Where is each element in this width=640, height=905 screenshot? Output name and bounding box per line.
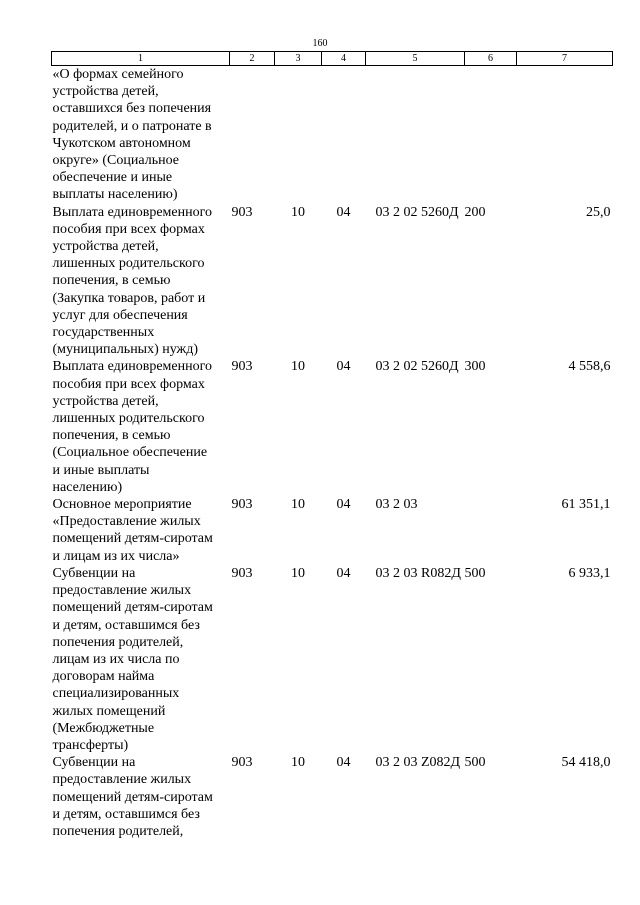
item-name-cell (52, 66, 230, 204)
target-article-cell (366, 66, 465, 204)
target-article-cell: 03 2 03 Z082Д (375, 755, 461, 771)
section-code-cell: 10 (291, 565, 305, 581)
item-name-cell (52, 754, 230, 840)
admin-code-cell: 903 (231, 755, 253, 771)
item-name-line: жилых помещений (52, 703, 166, 719)
item-name-line: государственных (52, 325, 155, 341)
target-article-cell: 03 2 02 5260Д (375, 204, 459, 220)
column-header-1: 1 (52, 52, 230, 66)
item-name-line: устройства детей, (52, 239, 159, 255)
page-number: 160 (312, 38, 328, 49)
item-name-line: предоставление жилых (52, 772, 192, 788)
item-name-line: Субвенции на (52, 565, 136, 581)
budget-table (51, 51, 613, 840)
table-row (52, 358, 613, 496)
column-header-3: 3 (275, 52, 322, 66)
item-name-cell (52, 358, 230, 496)
expense-type-cell: 500 (464, 565, 486, 581)
amount-cell: 54 418,0 (561, 755, 611, 771)
item-name-line: трансферты) (52, 737, 129, 753)
expense-type-cell: 200 (464, 204, 486, 220)
item-name-line: и лицам из их числа» (52, 548, 180, 564)
subsection-code-cell (322, 66, 366, 204)
item-name-line: оставшихся без попечения (52, 101, 212, 117)
item-name-line: Субвенции на (52, 755, 136, 771)
table-row (52, 66, 613, 204)
item-name-line: Выплата единовременного (52, 204, 212, 220)
table-row (52, 496, 613, 565)
item-name-line: округе» (Социальное (52, 153, 179, 169)
item-name-line: Выплата единовременного (52, 359, 212, 375)
subsection-code-cell: 04 (336, 755, 351, 771)
item-name-cell (52, 204, 230, 359)
amount-cell: 61 351,1 (561, 497, 611, 513)
item-name-line: предоставление жилых (52, 583, 192, 599)
column-header-2: 2 (230, 52, 275, 66)
item-name-line: Чукотском автономном (52, 135, 191, 151)
section-code-cell: 10 (291, 755, 305, 771)
expense-type-cell (465, 66, 517, 204)
item-name-line: населению) (52, 479, 123, 495)
item-name-line: Основное мероприятие (52, 497, 192, 513)
target-article-cell: 03 2 03 (375, 497, 418, 513)
item-name-line: и иные выплаты (52, 462, 150, 478)
item-name-line: лишенных родительского (52, 256, 205, 272)
item-name-line: договорам найма (52, 669, 155, 685)
column-header-4: 4 (322, 52, 366, 66)
admin-code-cell: 903 (231, 565, 253, 581)
section-code-cell: 10 (291, 497, 305, 513)
item-name-line: пособия при всех формах (52, 221, 205, 237)
item-name-line: лишенных родительского (52, 411, 205, 427)
target-article-cell: 03 2 02 5260Д (375, 359, 459, 375)
table-row (52, 754, 613, 840)
item-name-line: попечения, в семью (52, 428, 171, 444)
section-code-cell: 10 (291, 204, 305, 220)
table-header (52, 52, 613, 66)
item-name-line: «Предоставление жилых (52, 514, 201, 530)
item-name-line: помещений детям-сиротам (52, 531, 213, 547)
expense-type-cell: 500 (464, 755, 486, 771)
item-name-line: и детям, оставшимся без (52, 806, 200, 822)
item-name-cell (52, 565, 230, 754)
subsection-code-cell: 04 (336, 565, 351, 581)
item-name-line: услуг для обеспечения (52, 307, 188, 323)
item-name-line: выплаты населению) (52, 187, 178, 203)
item-name-cell (52, 496, 230, 565)
amount-cell: 4 558,6 (568, 359, 611, 375)
item-name-line: попечения родителей, (52, 634, 184, 650)
table-row (52, 565, 613, 754)
item-name-line: (Межбюджетные (52, 720, 155, 736)
item-name-line: (Социальное обеспечение (52, 445, 208, 461)
item-name-line: лицам из их числа по (52, 651, 180, 667)
admin-code-cell: 903 (231, 204, 253, 220)
admin-code-cell: 903 (231, 359, 253, 375)
amount-cell: 6 933,1 (568, 565, 611, 581)
item-name-line: пособия при всех формах (52, 376, 205, 392)
amount-cell: 25,0 (586, 204, 611, 220)
column-header-7: 7 (517, 52, 613, 66)
item-name-line: «О формах семейного (52, 67, 184, 82)
item-name-line: обеспечение и иные (52, 170, 173, 186)
item-name-line: попечения, в семью (52, 273, 171, 289)
item-name-line: и детям, оставшимся без (52, 617, 200, 633)
item-name-line: (Закупка товаров, работ и (52, 290, 206, 306)
admin-code-cell: 903 (231, 497, 253, 513)
amount-cell (517, 66, 613, 204)
header-row (52, 52, 613, 66)
expense-type-cell: 300 (464, 359, 486, 375)
column-header-6: 6 (465, 52, 517, 66)
table-row (52, 204, 613, 359)
admin-code-cell (230, 66, 275, 204)
target-article-cell: 03 2 03 R082Д (375, 565, 461, 581)
subsection-code-cell: 04 (336, 204, 351, 220)
item-name-line: родителей, и о патронате в (52, 118, 212, 134)
item-name-line: (муниципальных) нужд) (52, 342, 199, 358)
item-name-line: специализированных (52, 686, 180, 702)
item-name-line: помещений детям-сиротам (52, 600, 213, 616)
column-header-5: 5 (366, 52, 465, 66)
subsection-code-cell: 04 (336, 497, 351, 513)
item-name-line: попечения родителей, (52, 823, 184, 839)
subsection-code-cell: 04 (336, 359, 351, 375)
table-body (52, 66, 613, 841)
item-name-line: помещений детям-сиротам (52, 789, 213, 805)
expense-type-cell (465, 496, 517, 565)
item-name-line: устройства детей, (52, 84, 159, 100)
section-code-cell (275, 66, 322, 204)
item-name-line: устройства детей, (52, 393, 159, 409)
section-code-cell: 10 (291, 359, 305, 375)
